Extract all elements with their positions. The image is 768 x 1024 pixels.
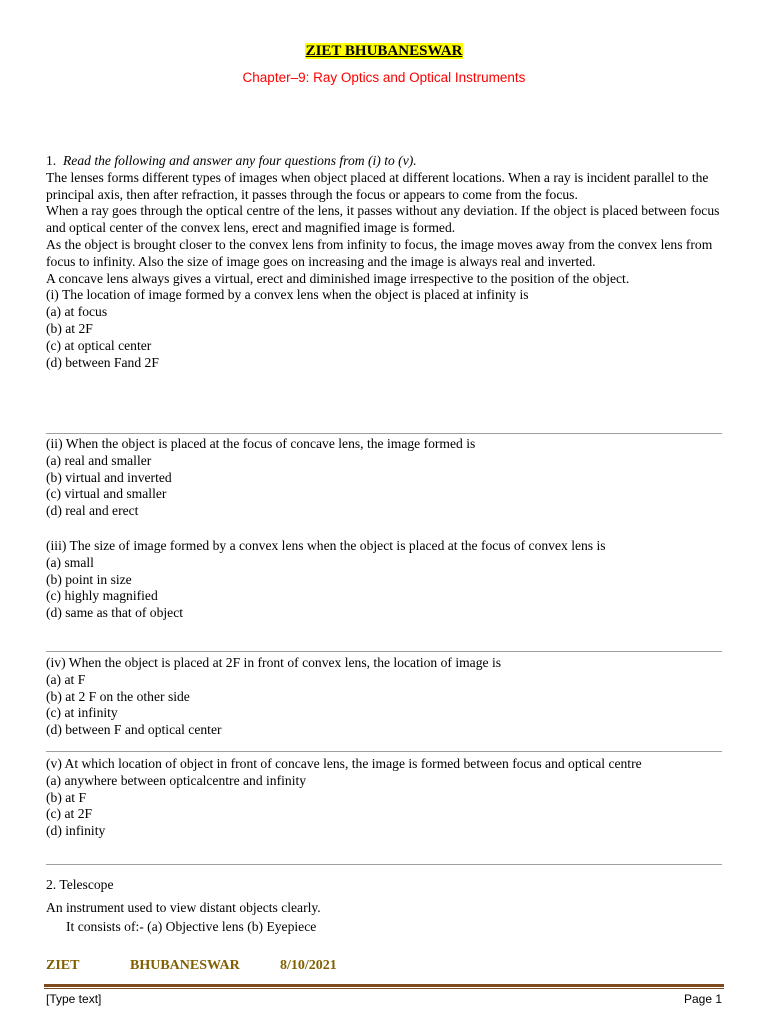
sub-question-ii-block xyxy=(46,436,726,520)
option: (c) at optical center xyxy=(46,337,152,353)
option: (d) real and erect xyxy=(46,503,139,519)
passage-paragraph: As the object is brought closer to the convex lens from infinity to focus, the image moves away from the convex lens from focus to infinity. Also the size of image goes on increasing and the image is always real and inverted. xyxy=(46,236,713,269)
option: (a) real and smaller xyxy=(46,452,152,468)
question-2 xyxy=(46,874,726,937)
sub-question-iii: (iii) The size of image formed by a convex lens when the object is placed at the focus of convex lens is xyxy=(46,538,606,553)
sub-question-v: (v) At which location of object in front of concave lens, the image is formed between focus and optical centre xyxy=(46,756,642,771)
sub-question-ii: (ii) When the object is placed at the focus of concave lens, the image formed is xyxy=(46,436,476,451)
option: (c) highly magnified xyxy=(46,588,158,604)
separator-line xyxy=(46,651,722,652)
option: (c) at infinity xyxy=(46,705,118,721)
option: (d) between Fand 2F xyxy=(46,354,159,370)
page-number: Page 1 xyxy=(684,992,723,1006)
option: (b) at 2 F on the other side xyxy=(46,688,190,704)
footer-rule-thick xyxy=(44,984,724,987)
footer-org: ZIET xyxy=(46,958,80,973)
option: (c) at 2F xyxy=(46,806,93,822)
option: (d) infinity xyxy=(46,823,106,839)
option: (a) at focus xyxy=(46,304,108,320)
question-1 xyxy=(46,153,726,371)
passage-paragraph: A concave lens always gives a virtual, erect and diminished image irrespective to the position of the object. xyxy=(46,270,630,286)
option: (b) virtual and inverted xyxy=(46,469,172,485)
question-2-line: It consists of:- (a) Objective lens (b) Eyepiece xyxy=(66,919,317,934)
footer-date: 8/10/2021 xyxy=(280,958,337,973)
option: (c) virtual and smaller xyxy=(46,486,167,502)
question-2-title: 2. Telescope xyxy=(46,877,114,892)
option: (a) anywhere between opticalcentre and infinity xyxy=(46,772,307,788)
question-1-heading: 1. Read the following and answer any four questions from (i) to (v). xyxy=(46,153,417,168)
sub-question-i: (i) The location of image formed by a convex lens when the object is placed at infinity is xyxy=(46,287,529,303)
sub-question-iv: (iv) When the object is placed at 2F in front of convex lens, the location of image is xyxy=(46,655,502,670)
sub-question-iii-block xyxy=(46,538,726,622)
sub-question-iv-block xyxy=(46,655,726,739)
option: (a) small xyxy=(46,554,94,570)
option: (b) at F xyxy=(46,789,87,805)
footer-placeholder-text: [Type text] xyxy=(46,992,102,1006)
separator-line xyxy=(46,751,722,752)
passage-paragraph: The lenses forms different types of images when object placed at different locations. When a ray is incident parallel to the principal axis, then after refraction, it passes through the focus or appears to come from the focus. xyxy=(46,169,709,202)
option: (d) between F and optical center xyxy=(46,722,222,738)
chapter-title: Chapter–9: Ray Optics and Optical Instruments xyxy=(242,70,526,85)
footer-institute-line xyxy=(46,958,337,974)
option: (a) at F xyxy=(46,671,86,687)
sub-question-v-block xyxy=(46,756,726,840)
footer-city: BHUBANESWAR xyxy=(130,958,240,973)
option: (b) point in size xyxy=(46,571,132,587)
document-title: ZIET BHUBANESWAR xyxy=(305,43,463,59)
option: (b) at 2F xyxy=(46,320,93,336)
passage-paragraph: When a ray goes through the optical centre of the lens, it passes without any deviation. If the object is placed between focus and optical center of the convex lens, erect and magnified image is formed. xyxy=(46,203,720,236)
separator-line xyxy=(46,864,722,865)
footer-rule-thin xyxy=(44,988,724,989)
option: (d) same as that of object xyxy=(46,605,184,621)
separator-line xyxy=(46,433,722,434)
question-2-line: An instrument used to view distant objects clearly. xyxy=(46,900,321,915)
